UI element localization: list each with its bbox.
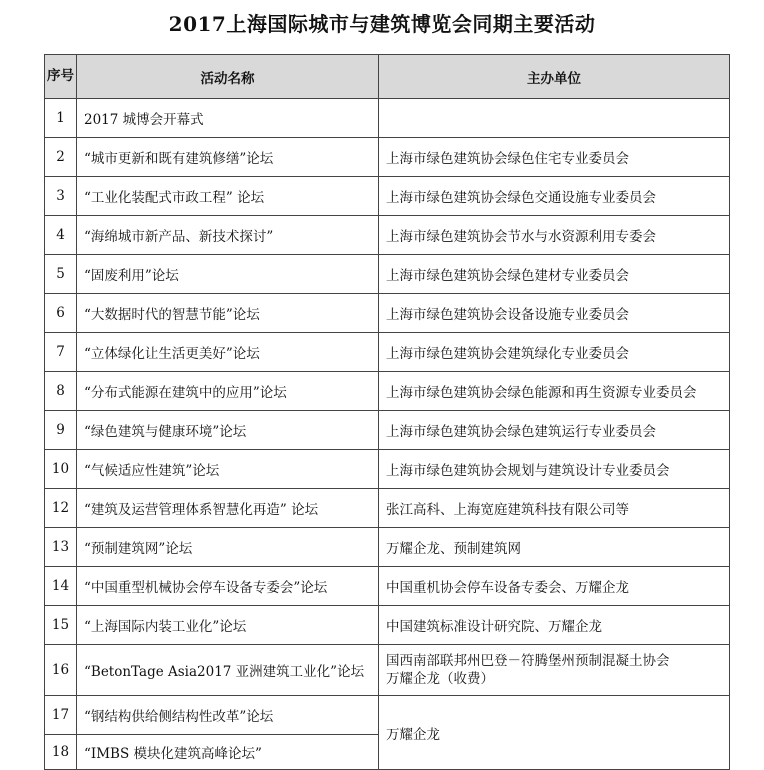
page-title: 2017上海国际城市与建筑博览会同期主要活动 — [168, 12, 596, 36]
table-row — [45, 255, 730, 294]
row-number: 4 — [45, 216, 77, 255]
organizer-line: 国西南部联邦州巴登－符腾堡州预制混凝土协会 — [386, 653, 670, 669]
activity-name: “工业化装配式市政工程” 论坛 — [77, 177, 379, 216]
table-row — [45, 216, 730, 255]
organizer: 上海市绿色建筑协会绿色能源和再生资源专业委员会 — [379, 372, 730, 411]
table-row — [45, 645, 730, 696]
table-row — [45, 450, 730, 489]
activity-name: “立体绿化让生活更美好”论坛 — [77, 333, 379, 372]
activity-name: “IMBS 模块化建筑高峰论坛” — [77, 735, 379, 770]
activity-name: “中国重型机械协会停车设备专委会”论坛 — [77, 567, 379, 606]
table-row — [45, 294, 730, 333]
organizer: 上海市绿色建筑协会绿色建材专业委员会 — [379, 255, 730, 294]
organizer: 上海市绿色建筑协会绿色交通设施专业委员会 — [379, 177, 730, 216]
organizer — [379, 645, 730, 696]
row-number: 17 — [45, 696, 77, 735]
row-number: 14 — [45, 567, 77, 606]
table-row — [45, 333, 730, 372]
row-number: 10 — [45, 450, 77, 489]
row-number: 3 — [45, 177, 77, 216]
organizer: 中国重机协会停车设备专委会、万耀企龙 — [379, 567, 730, 606]
organizer-merged: 万耀企龙 — [379, 696, 730, 770]
table-row — [45, 696, 730, 735]
table-row — [45, 567, 730, 606]
activity-name: “钢结构供给侧结构性改革”论坛 — [77, 696, 379, 735]
organizer: 上海市绿色建筑协会规划与建筑设计专业委员会 — [379, 450, 730, 489]
row-number: 9 — [45, 411, 77, 450]
activity-name: “海绵城市新产品、新技术探讨” — [77, 216, 379, 255]
activities-table-container — [44, 54, 730, 770]
table-row — [45, 489, 730, 528]
activity-name: “BetonTage Asia2017 亚洲建筑工业化”论坛 — [77, 645, 379, 696]
activity-name: “分布式能源在建筑中的应用”论坛 — [77, 372, 379, 411]
table-row — [45, 372, 730, 411]
row-number: 6 — [45, 294, 77, 333]
header-org: 主办单位 — [379, 55, 730, 99]
row-number: 7 — [45, 333, 77, 372]
table-row — [45, 528, 730, 567]
row-number: 18 — [45, 735, 77, 770]
organizer: 万耀企龙、预制建筑网 — [379, 528, 730, 567]
organizer: 上海市绿色建筑协会绿色建筑运行专业委员会 — [379, 411, 730, 450]
row-number: 15 — [45, 606, 77, 645]
row-number: 2 — [45, 138, 77, 177]
organizer: 上海市绿色建筑协会绿色住宅专业委员会 — [379, 138, 730, 177]
organizer — [379, 99, 730, 138]
activity-name: “气候适应性建筑”论坛 — [77, 450, 379, 489]
activity-name: “上海国际内装工业化”论坛 — [77, 606, 379, 645]
row-number: 5 — [45, 255, 77, 294]
table-row — [45, 138, 730, 177]
organizer-line: 万耀企龙（收费） — [386, 671, 494, 687]
organizer: 中国建筑标准设计研究院、万耀企龙 — [379, 606, 730, 645]
header-no: 序号 — [45, 55, 77, 99]
activity-name: 2017 城博会开幕式 — [77, 99, 379, 138]
organizer: 上海市绿色建筑协会建筑绿化专业委员会 — [379, 333, 730, 372]
organizer: 上海市绿色建筑协会节水与水资源利用专委会 — [379, 216, 730, 255]
table-row — [45, 606, 730, 645]
row-number: 8 — [45, 372, 77, 411]
activity-name: “建筑及运营管理体系智慧化再造” 论坛 — [77, 489, 379, 528]
table-row — [45, 411, 730, 450]
organizer: 张江高科、上海宽庭建筑科技有限公司等 — [379, 489, 730, 528]
table-row — [45, 99, 730, 138]
activities-table — [44, 54, 730, 770]
activity-name: “固废利用”论坛 — [77, 255, 379, 294]
row-number: 12 — [45, 489, 77, 528]
header-name: 活动名称 — [77, 55, 379, 99]
row-number: 13 — [45, 528, 77, 567]
activity-name: “大数据时代的智慧节能”论坛 — [77, 294, 379, 333]
row-number: 16 — [45, 645, 77, 696]
organizer: 上海市绿色建筑协会设备设施专业委员会 — [379, 294, 730, 333]
activity-name: “城市更新和既有建筑修缮”论坛 — [77, 138, 379, 177]
row-number: 1 — [45, 99, 77, 138]
activity-name: “绿色建筑与健康环境”论坛 — [77, 411, 379, 450]
table-row — [45, 177, 730, 216]
activity-name: “预制建筑网”论坛 — [77, 528, 379, 567]
table-header-row — [45, 55, 730, 99]
